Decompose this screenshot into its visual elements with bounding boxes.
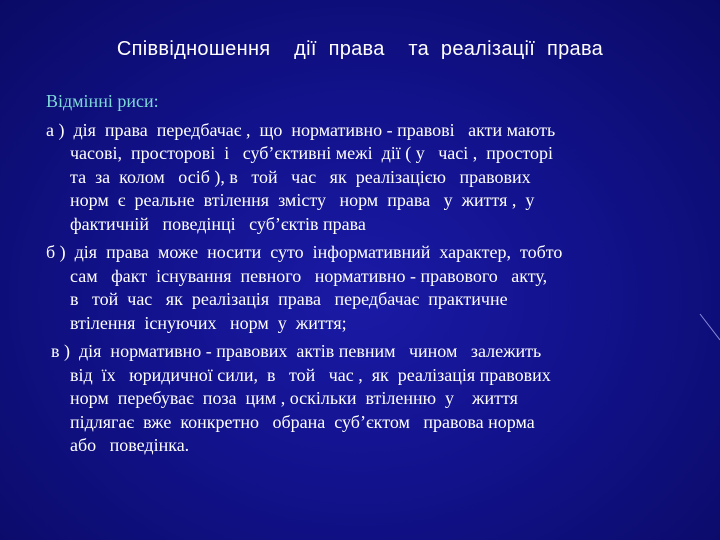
list-item-a bbox=[46, 119, 696, 237]
list-item-line: в ) дія нормативно - правових актів певним чином залежить bbox=[51, 341, 542, 361]
list-item-line: в той час як реалізація права передбачає практичне bbox=[70, 289, 508, 309]
list-item-line: норм перебуває поза цим , оскільки втіленню у життя bbox=[70, 388, 518, 408]
list-item-line: від їх юридичної сили, в той час , як реалізація правових bbox=[70, 364, 551, 385]
subheading: Відмінні риси: bbox=[46, 91, 159, 111]
list-item-b bbox=[46, 241, 696, 335]
list-item-line: підлягає вже конкретно обрана суб’єктом правова норма bbox=[70, 411, 535, 432]
list-item-line: сам факт існування певного нормативно - правового акту, bbox=[70, 265, 548, 286]
slide-title: Співвідношення дії права та реалізації права bbox=[116, 38, 604, 60]
slide-body bbox=[46, 90, 696, 463]
list-item-line: втілення існуючих норм у життя; bbox=[70, 312, 347, 333]
list-item-line: та за колом осіб ), в той час як реалізацією правових bbox=[70, 166, 531, 187]
list-item-line: норм є реальне втілення змісту норм права у життя , у bbox=[70, 190, 535, 210]
decorative-line bbox=[698, 312, 720, 342]
list-item-line: б ) дія права може носити суто інформативний характер, тобто bbox=[46, 242, 563, 262]
list-item-line: фактичній поведінці суб’єктів права bbox=[70, 213, 366, 234]
list-item-line: часові, просторові і суб’єктивні межі дії ( у часі , просторі bbox=[70, 143, 553, 163]
list-item-line: а ) дія права передбачає , що нормативно - правові акти мають bbox=[46, 119, 556, 140]
list-item-line: або поведінка. bbox=[70, 435, 190, 455]
list-item-c bbox=[46, 340, 696, 458]
